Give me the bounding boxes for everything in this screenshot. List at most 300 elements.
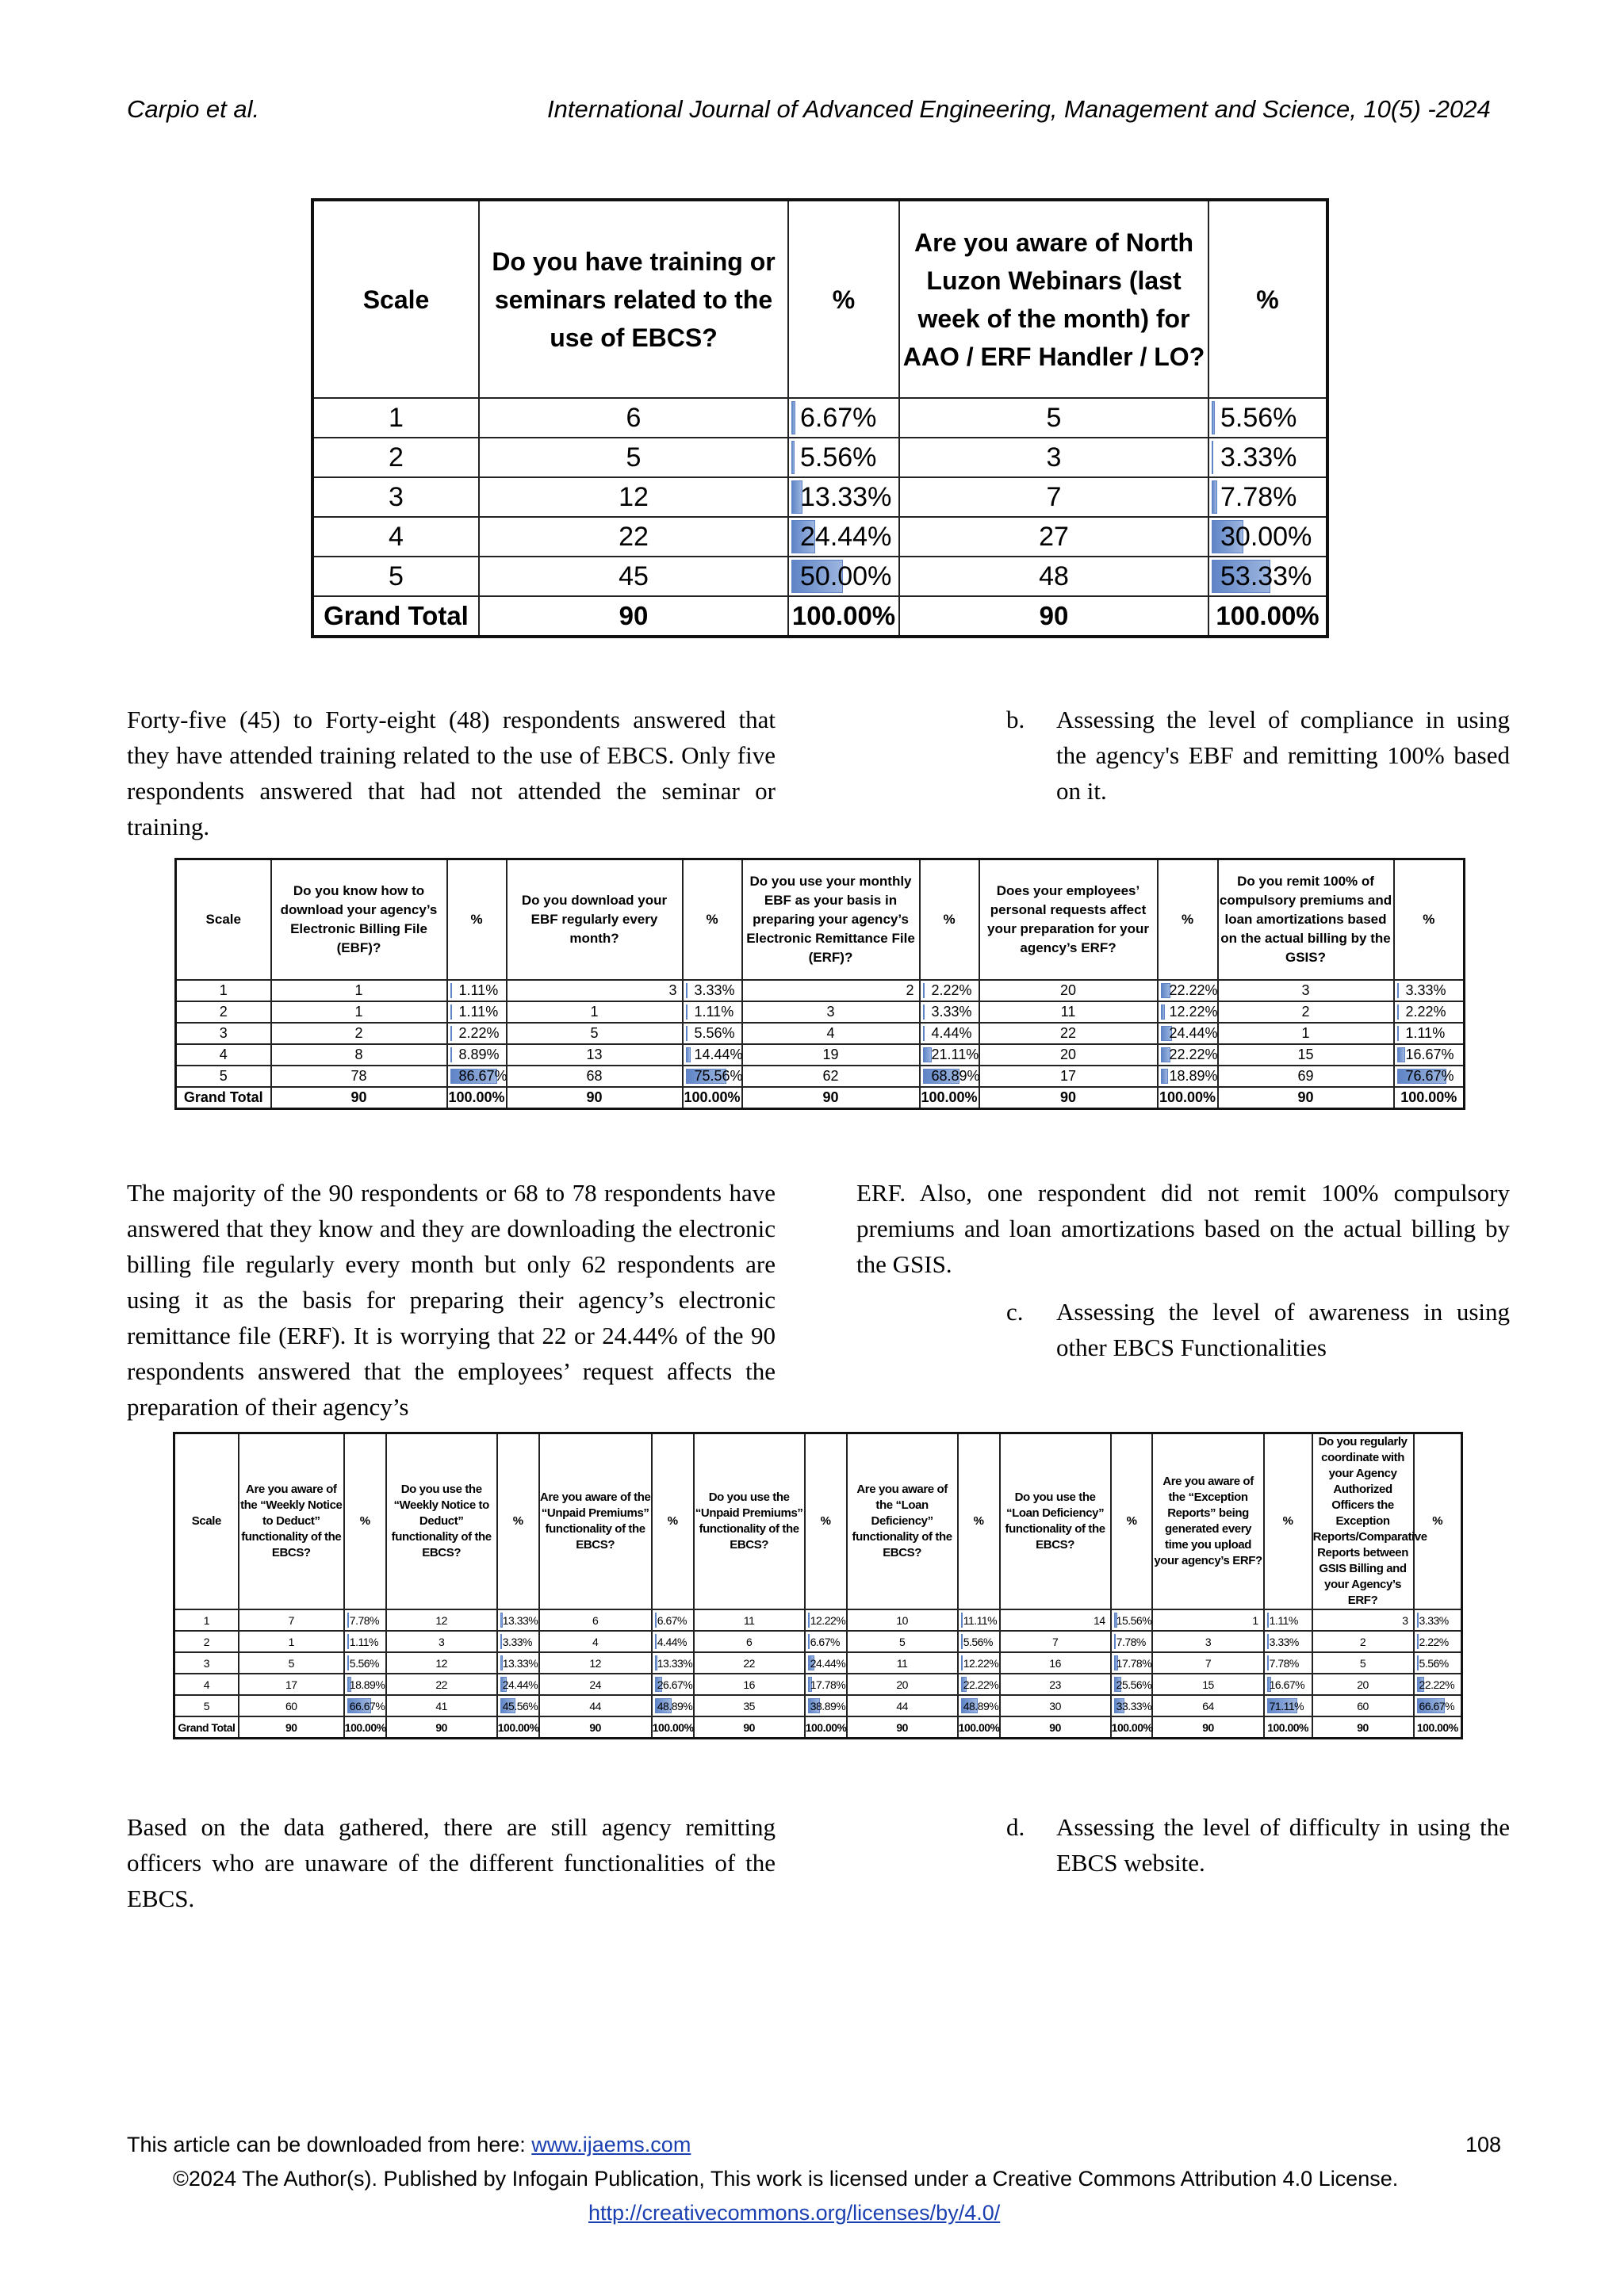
paragraph-compliance-continued: ERF. Also, one respondent did not remit 100% compulsory premiums and loan amortizations based on the actual billing by the GSIS. xyxy=(856,1179,1510,1278)
percent-cell xyxy=(497,1631,539,1652)
count-cell: 2 xyxy=(1312,1631,1414,1652)
percent-value: 3.33% xyxy=(1405,982,1446,998)
percent-value: 17.78% xyxy=(1116,1656,1152,1670)
item-text: Assessing the level of compliance in using the agency's EBF and remitting 100% based on it. xyxy=(1056,706,1510,805)
percent-cell xyxy=(497,1695,539,1716)
percent-cell xyxy=(497,1652,539,1674)
count-cell: 7 xyxy=(239,1609,344,1631)
count-cell: 23 xyxy=(1000,1674,1111,1695)
total-count: 90 xyxy=(386,1716,497,1739)
count-cell: 1 xyxy=(507,1001,683,1023)
count-cell: 69 xyxy=(1218,1066,1394,1087)
count-cell: 1 xyxy=(271,1001,447,1023)
total-count: 90 xyxy=(507,1087,683,1109)
total-count: 90 xyxy=(899,596,1208,637)
footer-download xyxy=(127,2133,691,2157)
total-count: 90 xyxy=(1218,1087,1394,1109)
count-cell: 5 xyxy=(239,1652,344,1674)
count-cell: 22 xyxy=(694,1652,805,1674)
scale-cell: 5 xyxy=(312,557,479,596)
running-header-authors: Carpio et al. xyxy=(127,95,260,123)
percent-value: 21.11% xyxy=(931,1047,979,1062)
percent-value: 1.11% xyxy=(349,1635,378,1648)
percent-cell xyxy=(497,1609,539,1631)
table-header-row xyxy=(174,1433,1462,1610)
count-cell: 22 xyxy=(979,1023,1158,1044)
count-cell: 3 xyxy=(507,980,683,1001)
percent-value: 66.67% xyxy=(349,1699,385,1712)
total-percent: 100.00% xyxy=(958,1716,1000,1739)
footer-download-prefix: This article can be downloaded from here: xyxy=(127,2133,532,2156)
count-cell: 6 xyxy=(479,398,788,438)
table-row xyxy=(312,398,1327,438)
percent-cell xyxy=(1264,1695,1312,1716)
total-label: Grand Total xyxy=(312,596,479,637)
total-percent: 100.00% xyxy=(1158,1087,1218,1109)
column-header: Do you use your monthly EBF as your basis in preparing your agency’s Electronic Remittance File (ERF)? xyxy=(742,859,920,981)
column-header: Are you aware of the “Loan Deficiency” functionality of the EBCS? xyxy=(847,1433,958,1610)
paragraph-functionality-results: Based on the data gathered, there are still agency remitting officers who are unaware of the different functionalities of the EBCS. xyxy=(127,1813,776,1912)
percent-value: 75.56% xyxy=(694,1068,743,1084)
percent-value: 16.67% xyxy=(1269,1678,1305,1691)
percent-cell xyxy=(447,980,507,1001)
percent-cell xyxy=(344,1652,386,1674)
total-percent: 100.00% xyxy=(652,1716,694,1739)
column-header: % xyxy=(497,1433,539,1610)
item-marker: c. xyxy=(1006,1298,1024,1326)
percent-cell xyxy=(1158,980,1218,1001)
percent-value: 16.67% xyxy=(1405,1047,1454,1062)
percent-value: 5.56% xyxy=(349,1656,379,1670)
percent-value: 5.56% xyxy=(800,442,877,473)
percent-value: 53.33% xyxy=(1220,561,1312,591)
count-cell: 64 xyxy=(1152,1695,1263,1716)
table-row xyxy=(312,517,1327,557)
count-cell: 5 xyxy=(1312,1652,1414,1674)
percent-cell xyxy=(805,1631,847,1652)
count-cell: 62 xyxy=(742,1066,920,1087)
count-cell: 5 xyxy=(847,1631,958,1652)
count-cell: 15 xyxy=(1152,1674,1263,1695)
percent-cell xyxy=(344,1609,386,1631)
column-header: % xyxy=(1394,859,1465,981)
count-cell: 3 xyxy=(1152,1631,1263,1652)
count-cell: 5 xyxy=(479,438,788,477)
count-cell: 3 xyxy=(899,438,1208,477)
percent-value: 11.11% xyxy=(963,1613,998,1627)
scale-cell: 3 xyxy=(312,477,479,517)
percent-value: 68.89% xyxy=(931,1068,980,1084)
percent-cell xyxy=(788,398,899,438)
column-header: % xyxy=(652,1433,694,1610)
percent-cell xyxy=(788,438,899,477)
percent-value: 48.89% xyxy=(657,1699,693,1712)
table-row xyxy=(174,1631,1462,1652)
percent-value: 14.44% xyxy=(694,1047,743,1062)
percent-cell xyxy=(1414,1652,1462,1674)
percent-cell xyxy=(1208,477,1327,517)
item-text: Assessing the level of awareness in using other EBCS Functionalities xyxy=(1056,1298,1510,1361)
percent-cell xyxy=(652,1631,694,1652)
percent-value: 12.22% xyxy=(963,1656,999,1670)
percent-value: 30.00% xyxy=(1220,521,1312,552)
section-item-c xyxy=(1006,1294,1510,1365)
percent-value: 13.33% xyxy=(657,1656,693,1670)
count-cell: 5 xyxy=(507,1023,683,1044)
total-count: 90 xyxy=(1312,1716,1414,1739)
percent-value: 13.33% xyxy=(800,481,892,512)
percent-cell xyxy=(920,1066,979,1087)
percent-cell xyxy=(805,1674,847,1695)
percent-cell xyxy=(447,1066,507,1087)
count-cell: 6 xyxy=(694,1631,805,1652)
count-cell: 2 xyxy=(271,1023,447,1044)
count-cell: 60 xyxy=(1312,1695,1414,1716)
scale-cell: 4 xyxy=(174,1674,239,1695)
paragraph-training-results: Forty-five (45) to Forty-eight (48) respondents answered that they have attended training related to the use of EBCS. Only five respondents answered that had not attended the seminar or training. xyxy=(127,706,776,840)
percent-value: 18.89% xyxy=(1169,1068,1218,1084)
percent-cell xyxy=(805,1652,847,1674)
grand-total-row xyxy=(312,596,1327,637)
percent-value: 76.67% xyxy=(1405,1068,1454,1084)
percent-value: 13.33% xyxy=(502,1656,538,1670)
scale-cell: 3 xyxy=(174,1652,239,1674)
percent-cell xyxy=(1158,1001,1218,1023)
total-label: Grand Total xyxy=(176,1087,271,1109)
percent-cell xyxy=(958,1609,1000,1631)
percent-cell xyxy=(788,517,899,557)
percent-value: 5.56% xyxy=(963,1635,993,1648)
total-count: 90 xyxy=(694,1716,805,1739)
percent-value: 22.22% xyxy=(1169,982,1218,998)
scale-cell: 2 xyxy=(176,1001,271,1023)
percent-cell xyxy=(447,1044,507,1066)
scale-cell: 2 xyxy=(312,438,479,477)
column-header: % xyxy=(1414,1433,1462,1610)
count-cell: 20 xyxy=(979,980,1158,1001)
column-header: % xyxy=(1208,200,1327,398)
percent-cell xyxy=(1414,1609,1462,1631)
total-count: 90 xyxy=(479,596,788,637)
column-header: Do you use the “Loan Deficiency” functionality of the EBCS? xyxy=(1000,1433,1111,1610)
count-cell: 2 xyxy=(1218,1001,1394,1023)
column-header: % xyxy=(447,859,507,981)
percent-value: 7.78% xyxy=(349,1613,379,1627)
percent-value: 7.78% xyxy=(1220,481,1297,512)
total-count: 90 xyxy=(847,1716,958,1739)
total-count: 90 xyxy=(271,1087,447,1109)
count-cell: 20 xyxy=(979,1044,1158,1066)
count-cell: 10 xyxy=(847,1609,958,1631)
count-cell: 12 xyxy=(479,477,788,517)
license-link[interactable]: http://creativecommons.org/licenses/by/4.0/ xyxy=(588,2201,1001,2225)
scale-cell: 1 xyxy=(176,980,271,1001)
count-cell: 3 xyxy=(1218,980,1394,1001)
table-row xyxy=(312,438,1327,477)
percent-cell xyxy=(1264,1652,1312,1674)
count-cell: 12 xyxy=(386,1609,497,1631)
column-header: Do you use the “Weekly Notice to Deduct” functionality of the EBCS? xyxy=(386,1433,497,1610)
percent-value: 5.56% xyxy=(1220,402,1297,433)
percent-cell xyxy=(1111,1631,1153,1652)
column-header: Scale xyxy=(174,1433,239,1610)
table-row xyxy=(174,1652,1462,1674)
compliance-table xyxy=(174,858,1465,1110)
training-awareness-table xyxy=(311,198,1329,638)
count-cell: 41 xyxy=(386,1695,497,1716)
percent-value: 2.22% xyxy=(1419,1635,1449,1648)
column-header: Do you know how to download your agency’s Electronic Billing File (EBF)? xyxy=(271,859,447,981)
percent-value: 86.67% xyxy=(458,1068,508,1084)
percent-value: 17.78% xyxy=(810,1678,846,1691)
column-header: % xyxy=(920,859,979,981)
total-label: Grand Total xyxy=(174,1716,239,1739)
column-header: % xyxy=(958,1433,1000,1610)
count-cell: 14 xyxy=(1000,1609,1111,1631)
journal-website-link[interactable]: www.ijaems.com xyxy=(531,2133,691,2156)
percent-value: 2.22% xyxy=(458,1025,500,1041)
percent-value: 6.67% xyxy=(810,1635,840,1648)
count-cell: 60 xyxy=(239,1695,344,1716)
percent-value: 3.33% xyxy=(931,1004,972,1020)
count-cell: 12 xyxy=(539,1652,652,1674)
count-cell: 2 xyxy=(742,980,920,1001)
count-cell: 3 xyxy=(386,1631,497,1652)
percent-cell xyxy=(1414,1695,1462,1716)
column-header: % xyxy=(344,1433,386,1610)
count-cell: 45 xyxy=(479,557,788,596)
count-cell: 5 xyxy=(899,398,1208,438)
column-header: Do you download your EBF regularly every month? xyxy=(507,859,683,981)
item-text: Assessing the level of difficulty in using the EBCS website. xyxy=(1056,1813,1510,1877)
percent-cell xyxy=(683,1066,742,1087)
percent-cell xyxy=(788,477,899,517)
percent-cell xyxy=(447,1001,507,1023)
column-header: Do you remit 100% of compulsory premiums and loan amortizations based on the actual billing by the GSIS? xyxy=(1218,859,1394,981)
footer-license-link-wrap xyxy=(588,2201,1000,2225)
percent-cell xyxy=(1264,1631,1312,1652)
total-percent: 100.00% xyxy=(1264,1716,1312,1739)
functionality-awareness-table xyxy=(173,1432,1463,1739)
percent-value: 25.56% xyxy=(1116,1678,1152,1691)
count-cell: 22 xyxy=(479,517,788,557)
percent-value: 1.11% xyxy=(694,1004,734,1020)
count-cell: 16 xyxy=(694,1674,805,1695)
column-header: % xyxy=(1158,859,1218,981)
total-count: 90 xyxy=(239,1716,344,1739)
percent-cell xyxy=(1394,1001,1465,1023)
column-header: % xyxy=(788,200,899,398)
scale-cell: 5 xyxy=(176,1066,271,1087)
total-count: 90 xyxy=(539,1716,652,1739)
percent-value: 38.89% xyxy=(810,1699,846,1712)
percent-value: 5.56% xyxy=(694,1025,735,1041)
count-cell: 4 xyxy=(539,1631,652,1652)
count-cell: 44 xyxy=(847,1695,958,1716)
percent-cell xyxy=(1394,980,1465,1001)
percent-cell xyxy=(344,1674,386,1695)
count-cell: 6 xyxy=(539,1609,652,1631)
percent-value: 8.89% xyxy=(458,1047,500,1062)
percent-value: 3.33% xyxy=(1220,442,1297,473)
percent-cell xyxy=(1158,1044,1218,1066)
percent-cell xyxy=(652,1695,694,1716)
percent-value: 3.33% xyxy=(694,982,735,998)
percent-value: 50.00% xyxy=(800,561,892,591)
count-cell: 17 xyxy=(979,1066,1158,1087)
count-cell: 11 xyxy=(694,1609,805,1631)
item-marker: b. xyxy=(1006,706,1025,733)
count-cell: 7 xyxy=(899,477,1208,517)
percent-cell xyxy=(1158,1023,1218,1044)
table-row xyxy=(176,1044,1465,1066)
count-cell: 1 xyxy=(271,980,447,1001)
percent-value: 71.11% xyxy=(1269,1699,1304,1712)
table-row xyxy=(174,1674,1462,1695)
table-row xyxy=(176,1023,1465,1044)
percent-value: 12.22% xyxy=(810,1613,846,1627)
count-cell: 7 xyxy=(1152,1652,1263,1674)
count-cell: 48 xyxy=(899,557,1208,596)
percent-value: 3.33% xyxy=(1269,1635,1299,1648)
total-percent: 100.00% xyxy=(1394,1087,1465,1109)
column-header: Do you have training or seminars related to the use of EBCS? xyxy=(479,200,788,398)
count-cell: 22 xyxy=(386,1674,497,1695)
count-cell: 1 xyxy=(1218,1023,1394,1044)
table-row xyxy=(176,980,1465,1001)
percent-value: 24.44% xyxy=(1169,1025,1218,1041)
column-header: Do you regularly coordinate with your Agency Authorized Officers the Exception Reports/Comparative Reports between GSIS Billing and your Agency’s ERF? xyxy=(1312,1433,1414,1610)
percent-value: 24.44% xyxy=(502,1678,538,1691)
count-cell: 1 xyxy=(239,1631,344,1652)
paragraph-compliance-results: The majority of the 90 respondents or 68 to 78 respondents have answered that they know and they are downloading the electronic billing file regularly every month but only 62 respondents are using it as the basis for preparing their agency’s electronic remittance file (ERF). It is worrying that 22 or 24.44% of the 90 respondents answered that the employees’ request affects the preparation of their agency’s xyxy=(127,1179,776,1421)
footer-license: ©2024 The Author(s). Published by Infogain Publication, This work is licensed under a Creative Commons Attribution 4.0 License. xyxy=(173,2167,1399,2191)
percent-cell xyxy=(805,1695,847,1716)
percent-cell xyxy=(920,1023,979,1044)
percent-value: 15.56% xyxy=(1116,1613,1152,1627)
percent-cell xyxy=(1111,1674,1153,1695)
percent-value: 4.44% xyxy=(931,1025,972,1041)
percent-value: 24.44% xyxy=(800,521,892,552)
percent-value: 13.33% xyxy=(502,1613,538,1627)
percent-cell xyxy=(683,1044,742,1066)
percent-cell xyxy=(788,557,899,596)
percent-value: 66.67% xyxy=(1419,1699,1455,1712)
percent-value: 45.56% xyxy=(502,1699,538,1712)
percent-value: 26.67% xyxy=(657,1678,693,1691)
percent-value: 22.22% xyxy=(963,1678,999,1691)
percent-cell xyxy=(683,1023,742,1044)
column-header: % xyxy=(683,859,742,981)
table-row xyxy=(174,1695,1462,1716)
column-header: Scale xyxy=(176,859,271,981)
count-cell: 44 xyxy=(539,1695,652,1716)
count-cell: 3 xyxy=(1312,1609,1414,1631)
column-header: Are you aware of North Luzon Webinars (last week of the month) for AAO / ERF Handler / LO? xyxy=(899,200,1208,398)
count-cell: 7 xyxy=(1000,1631,1111,1652)
percent-cell xyxy=(958,1695,1000,1716)
table-row xyxy=(312,557,1327,596)
percent-cell xyxy=(1264,1674,1312,1695)
column-header: Scale xyxy=(312,200,479,398)
percent-value: 3.33% xyxy=(1419,1613,1449,1627)
percent-value: 1.11% xyxy=(458,982,499,998)
percent-value: 18.89% xyxy=(349,1678,385,1691)
percent-cell xyxy=(958,1652,1000,1674)
percent-cell xyxy=(652,1652,694,1674)
total-percent: 100.00% xyxy=(447,1087,507,1109)
percent-value: 7.78% xyxy=(1269,1656,1299,1670)
percent-cell xyxy=(920,1001,979,1023)
total-percent: 100.00% xyxy=(344,1716,386,1739)
count-cell: 3 xyxy=(742,1001,920,1023)
percent-cell xyxy=(920,1044,979,1066)
count-cell: 16 xyxy=(1000,1652,1111,1674)
percent-cell xyxy=(1208,517,1327,557)
scale-cell: 5 xyxy=(174,1695,239,1716)
count-cell: 11 xyxy=(979,1001,1158,1023)
percent-cell xyxy=(497,1674,539,1695)
percent-value: 6.67% xyxy=(800,402,877,433)
table-row xyxy=(176,1066,1465,1087)
percent-value: 5.56% xyxy=(1419,1656,1449,1670)
percent-value: 12.22% xyxy=(1169,1004,1218,1020)
page-number: 108 xyxy=(1465,2133,1502,2156)
total-count: 90 xyxy=(742,1087,920,1109)
total-count: 90 xyxy=(979,1087,1158,1109)
percent-value: 22.22% xyxy=(1419,1678,1455,1691)
percent-cell xyxy=(447,1023,507,1044)
column-header: Are you aware of the “Exception Reports” being generated every time you upload your agency’s ERF? xyxy=(1152,1433,1263,1610)
percent-cell xyxy=(958,1631,1000,1652)
count-cell: 13 xyxy=(507,1044,683,1066)
percent-value: 22.22% xyxy=(1169,1047,1218,1062)
count-cell: 24 xyxy=(539,1674,652,1695)
percent-value: 4.44% xyxy=(657,1635,687,1648)
percent-cell xyxy=(1158,1066,1218,1087)
scale-cell: 3 xyxy=(176,1023,271,1044)
percent-cell xyxy=(683,980,742,1001)
percent-cell xyxy=(1394,1023,1465,1044)
table-header-row xyxy=(312,200,1327,398)
percent-value: 1.11% xyxy=(458,1004,499,1020)
percent-value: 24.44% xyxy=(810,1656,846,1670)
column-header: Do you use the “Unpaid Premiums” functionality of the EBCS? xyxy=(694,1433,805,1610)
percent-cell xyxy=(1264,1609,1312,1631)
count-cell: 30 xyxy=(1000,1695,1111,1716)
percent-cell xyxy=(683,1001,742,1023)
percent-cell xyxy=(1208,438,1327,477)
count-cell: 19 xyxy=(742,1044,920,1066)
table-row xyxy=(176,1001,1465,1023)
total-percent: 100.00% xyxy=(497,1716,539,1739)
section-item-b xyxy=(1006,702,1510,809)
column-header: Are you aware of the “Weekly Notice to Deduct” functionality of the EBCS? xyxy=(239,1433,344,1610)
percent-cell xyxy=(1208,557,1327,596)
count-cell: 11 xyxy=(847,1652,958,1674)
table-header-row xyxy=(176,859,1465,981)
count-cell: 78 xyxy=(271,1066,447,1087)
percent-value: 6.67% xyxy=(657,1613,687,1627)
percent-cell xyxy=(958,1674,1000,1695)
percent-cell xyxy=(1394,1044,1465,1066)
column-header: Are you aware of the “Unpaid Premiums” functionality of the EBCS? xyxy=(539,1433,652,1610)
percent-value: 1.11% xyxy=(1269,1613,1298,1627)
percent-cell xyxy=(1208,398,1327,438)
scale-cell: 1 xyxy=(174,1609,239,1631)
total-percent: 100.00% xyxy=(788,596,899,637)
total-percent: 100.00% xyxy=(1111,1716,1153,1739)
